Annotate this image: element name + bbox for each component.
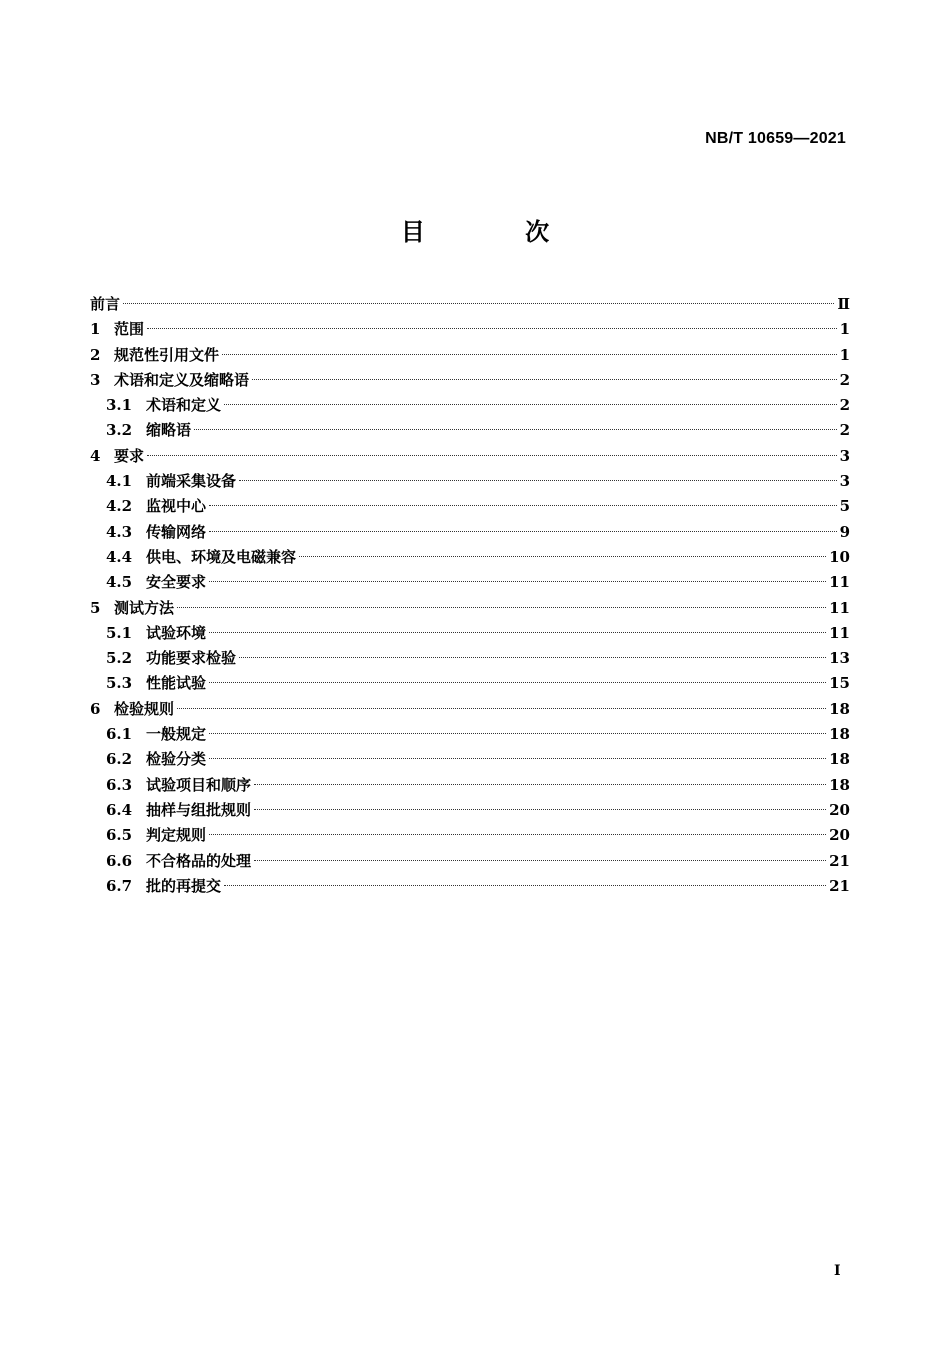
toc-entry[interactable] [90,596,850,621]
dot-leader [252,379,837,380]
toc-entry[interactable] [90,747,850,772]
dot-leader [177,607,826,608]
toc-entry-label: 监视中心 [146,497,207,516]
toc-entry[interactable] [90,671,850,696]
toc-entry[interactable] [90,545,850,570]
toc-entry-number: 1 [90,320,101,339]
dot-leader [239,480,837,481]
toc-entry-number: 5 [90,598,101,617]
dot-leader [254,809,826,810]
toc-entry-number: 4.4 [106,547,133,566]
toc-entry-label: 供电、环境及电磁兼容 [146,547,297,566]
toc-entry[interactable] [90,697,850,722]
dot-leader [299,556,826,557]
dot-leader [209,834,826,835]
toc-entry-page: 11 [829,598,850,617]
toc-entry-label: 测试方法 [114,598,175,617]
toc-entry-label: 不合格品的处理 [146,851,252,870]
toc-entry-number: 3 [90,370,101,389]
dot-leader [147,328,837,329]
toc-entry-page: 11 [829,623,850,642]
page-number: I [834,1263,841,1279]
dot-leader [209,632,826,633]
toc-entry-number: 4.2 [106,497,133,516]
toc-entry-number: 6.5 [106,826,133,845]
toc-entry[interactable] [90,570,850,595]
dot-leader [222,354,837,355]
dot-leader [209,531,837,532]
toc-entry-number: 5.2 [106,649,133,668]
toc-entry-number: 5.3 [106,674,133,693]
toc-entry-page: 5 [839,497,850,516]
toc-entry-number: 4.3 [106,522,133,541]
toc-entry-page: 18 [829,750,850,769]
toc-entry-page: 20 [829,800,850,819]
toc-entry-number: 6.4 [106,800,133,819]
toc-entry-page: 15 [829,674,850,693]
toc-entry-label: 术语和定义 [146,396,222,415]
toc-entry[interactable] [90,874,850,899]
toc-entry[interactable] [90,343,850,368]
toc-entry-page: 18 [829,699,850,718]
document-code: NB/T 10659—2021 [705,130,846,147]
toc-entry-number: 6.6 [106,851,133,870]
toc-list [90,292,850,899]
toc-entry-label: 范围 [114,320,145,339]
toc-entry-label: 判定规则 [146,826,207,845]
toc-entry-page: 21 [829,876,850,895]
toc-entry[interactable] [90,292,850,317]
toc-entry-label: 批的再提交 [146,876,222,895]
toc-entry[interactable] [90,646,850,671]
toc-entry-label: 缩略语 [146,421,192,440]
toc-entry-number: 3.2 [106,421,133,440]
toc-entry-number: 6.2 [106,750,133,769]
toc-entry[interactable] [90,418,850,443]
toc-entry[interactable] [90,494,850,519]
toc-entry-number: 4.1 [106,472,133,491]
dot-leader [209,505,837,506]
toc-entry-page: 20 [829,826,850,845]
toc-entry-page: 2 [839,370,850,389]
toc-entry-number: 6 [90,699,101,718]
dot-leader [209,581,826,582]
toc-entry-page: 3 [839,472,850,491]
dot-leader [194,429,837,430]
toc-entry[interactable] [90,393,850,418]
dot-leader [177,708,826,709]
toc-entry[interactable] [90,520,850,545]
toc-entry-page: 2 [839,396,850,415]
toc-entry-number: 4.5 [106,573,133,592]
toc-entry[interactable] [90,317,850,342]
toc-entry-label: 要求 [114,446,145,465]
toc-entry-number: 3.1 [106,396,133,415]
dot-leader [209,758,826,759]
toc-entry-page: Ⅱ [837,295,850,313]
toc-entry-number: 6.1 [106,725,133,744]
toc-entry-label: 前端采集设备 [146,472,237,491]
toc-entry-label: 试验环境 [146,623,207,642]
toc-entry-number: 6.3 [106,775,133,794]
toc-entry-page: 9 [839,522,850,541]
dot-leader [239,657,826,658]
toc-entry-label: 试验项目和顺序 [146,775,252,794]
toc-entry[interactable] [90,798,850,823]
toc-entry[interactable] [90,621,850,646]
toc-entry-number: 6.7 [106,876,133,895]
toc-entry-page: 11 [829,573,850,592]
toc-entry-page: 1 [839,345,850,364]
toc-entry-number: 2 [90,345,101,364]
toc-entry[interactable] [90,444,850,469]
toc-entry-label: 抽样与组批规则 [146,800,252,819]
toc-entry[interactable] [90,849,850,874]
toc-entry-page: 3 [839,446,850,465]
toc-entry-label: 检验分类 [146,750,207,769]
toc-entry-page: 2 [839,421,850,440]
dot-leader [209,733,826,734]
toc-entry-label: 安全要求 [146,573,207,592]
toc-entry-page: 13 [829,649,850,668]
toc-entry-page: 1 [839,320,850,339]
toc-entry[interactable] [90,722,850,747]
dot-leader [123,303,834,304]
toc-title: 目 次 [400,218,596,246]
toc-entry-page: 10 [829,547,850,566]
dot-leader [209,682,826,683]
toc-entry[interactable] [90,773,850,798]
toc-entry-label: 检验规则 [114,699,175,718]
dot-leader [224,885,826,886]
toc-entry-label: 术语和定义及缩略语 [114,370,250,389]
toc-entry-label: 功能要求检验 [146,649,237,668]
toc-entry-page: 18 [829,775,850,794]
toc-entry-label: 前言 [90,295,121,313]
dot-leader [254,784,826,785]
dot-leader [147,455,837,456]
toc-entry-label: 性能试验 [146,674,207,693]
toc-entry-number: 4 [90,446,101,465]
toc-entry-page: 21 [829,851,850,870]
toc-entry-number: 5.1 [106,623,133,642]
toc-entry[interactable] [90,823,850,848]
toc-entry[interactable] [90,469,850,494]
toc-entry-label: 规范性引用文件 [114,345,220,364]
dot-leader [254,860,826,861]
toc-entry-label: 一般规定 [146,725,207,744]
toc-entry[interactable] [90,368,850,393]
dot-leader [224,404,837,405]
toc-entry-label: 传输网络 [146,522,207,541]
toc-entry-page: 18 [829,725,850,744]
